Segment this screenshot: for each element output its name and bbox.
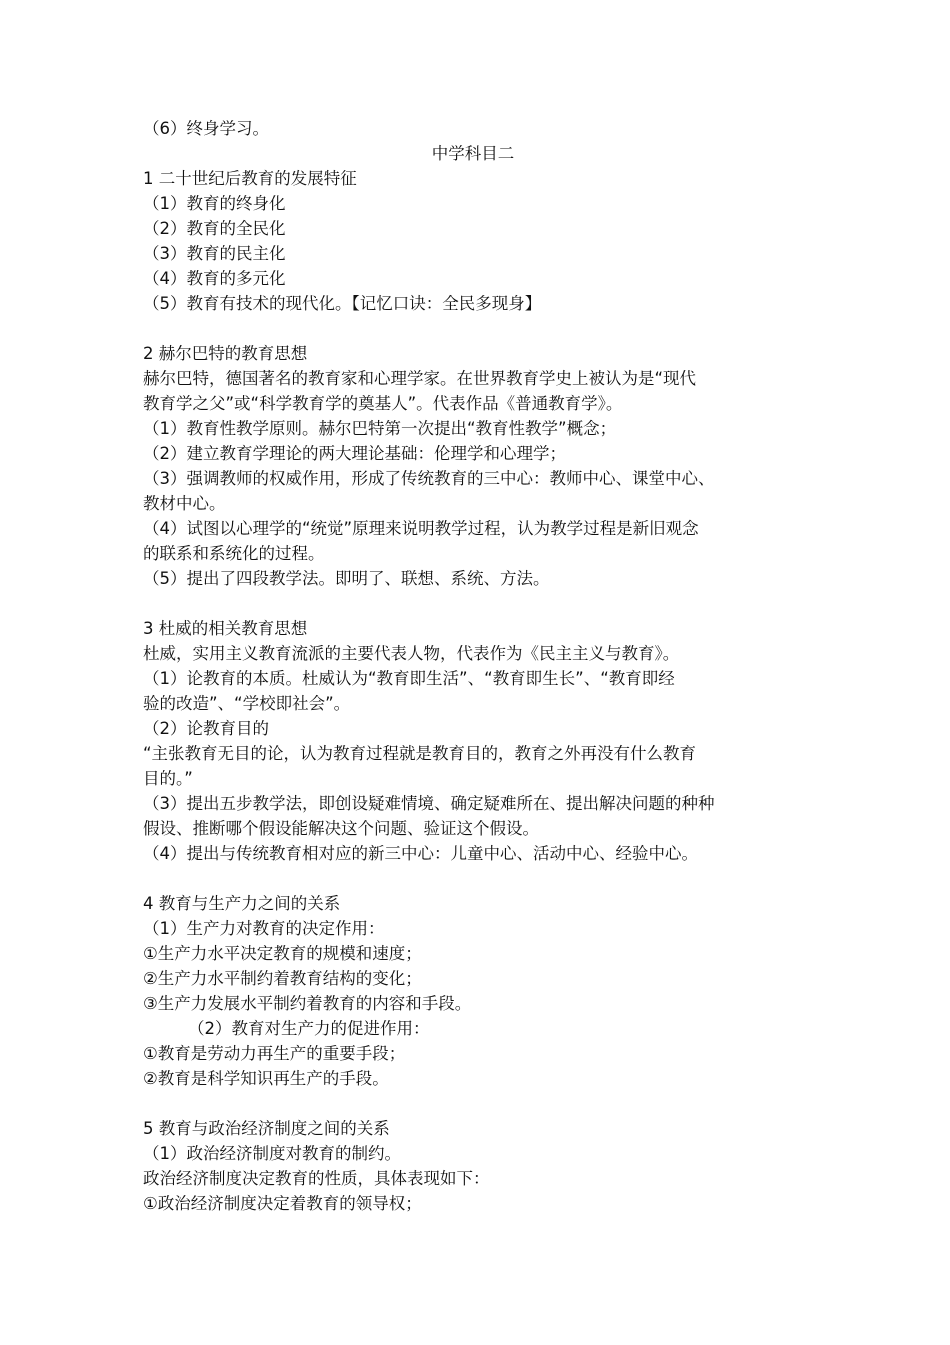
intro-line: （6）终身学习。 — [143, 119, 269, 138]
text-line: （3）强调教师的权威作用，形成了传统教育的三中心：教师中心、课堂中心、 — [143, 469, 715, 488]
section-gap — [143, 591, 783, 616]
document-body — [143, 116, 783, 1216]
text-line: ①生产力水平决定教育的规模和速度； — [143, 944, 422, 963]
section-gap — [143, 1091, 783, 1116]
text-line: （2）教育的全民化 — [143, 219, 286, 238]
text-line: （4）教育的多元化 — [143, 269, 286, 288]
text-line: 赫尔巴特，德国著名的教育家和心理学家。在世界教育学史上被认为是“现代 — [143, 369, 697, 388]
text-line: 教育学之父”或“科学教育学的奠基人”。代表作品《普通教育学》。 — [143, 394, 623, 413]
text-line: ①教育是劳动力再生产的重要手段； — [143, 1044, 406, 1063]
text-line: （1）教育性教学原则。赫尔巴特第一次提出“教育性教学”概念； — [143, 419, 617, 438]
section-3 — [143, 616, 783, 866]
section-1 — [143, 166, 783, 316]
text-line: ①政治经济制度决定着教育的领导权； — [143, 1194, 422, 1213]
text-line: 教材中心。 — [143, 494, 226, 513]
text-line: （3）提出五步教学法，即创设疑难情境、确定疑难所在、提出解决问题的种种 — [143, 794, 715, 813]
section-heading: 1 二十世纪后教育的发展特征 — [143, 169, 357, 188]
section-heading: 3 杜威的相关教育思想 — [143, 619, 308, 638]
section-heading: 5 教育与政治经济制度之间的关系 — [143, 1119, 390, 1138]
section-2 — [143, 341, 783, 591]
text-line: ③生产力发展水平制约着教育的内容和手段。 — [143, 994, 472, 1013]
indented-line: （2）教育对生产力的促进作用： — [188, 1019, 430, 1038]
text-line: ②教育是科学知识再生产的手段。 — [143, 1069, 389, 1088]
text-line: （5）教育有技术的现代化。【记忆口诀：全民多现身】 — [143, 294, 542, 313]
section-5 — [143, 1116, 783, 1216]
text-line: 假设、推断哪个假设能解决这个问题、验证这个假设。 — [143, 819, 539, 838]
text-line: 杜威，实用主义教育流派的主要代表人物，代表作为《民主主义与教育》。 — [143, 644, 680, 663]
text-line: （3）教育的民主化 — [143, 244, 286, 263]
text-line: （2）论教育目的 — [143, 719, 269, 738]
text-line: （5）提出了四段教学法。即明了、联想、系统、方法。 — [143, 569, 550, 588]
section-heading: 4 教育与生产力之间的关系 — [143, 894, 341, 913]
section-gap — [143, 866, 783, 891]
text-line: 的联系和系统化的过程。 — [143, 544, 325, 563]
text-line: （1）论教育的本质。杜威认为“教育即生活”、“教育即生长”、“教育即经 — [143, 669, 675, 688]
section-gap — [143, 316, 783, 341]
section-4 — [143, 891, 783, 1091]
text-line: （2）建立教育学理论的两大理论基础：伦理学和心理学； — [143, 444, 566, 463]
section-heading: 2 赫尔巴特的教育思想 — [143, 344, 308, 363]
text-line: （4）试图以心理学的“统觉”原理来说明教学过程，认为教学过程是新旧观念 — [143, 519, 699, 538]
text-line: （4）提出与传统教育相对应的新三中心：儿童中心、活动中心、经验中心。 — [143, 844, 698, 863]
text-line: 目的。” — [143, 769, 193, 788]
text-line: （1）生产力对教育的决定作用： — [143, 919, 385, 938]
text-line: （1）政治经济制度对教育的制约。 — [143, 1144, 401, 1163]
text-line: （1）教育的终身化 — [143, 194, 286, 213]
text-line: “主张教育无目的论，认为教育过程就是教育目的，教育之外再没有什么教育 — [143, 744, 697, 763]
text-line: ②生产力水平制约着教育结构的变化； — [143, 969, 422, 988]
text-line: 验的改造”、“学校即社会”。 — [143, 694, 351, 713]
page-heading: 中学科目二 — [431, 144, 515, 163]
text-line: 政治经济制度决定教育的性质，具体表现如下： — [143, 1169, 490, 1188]
